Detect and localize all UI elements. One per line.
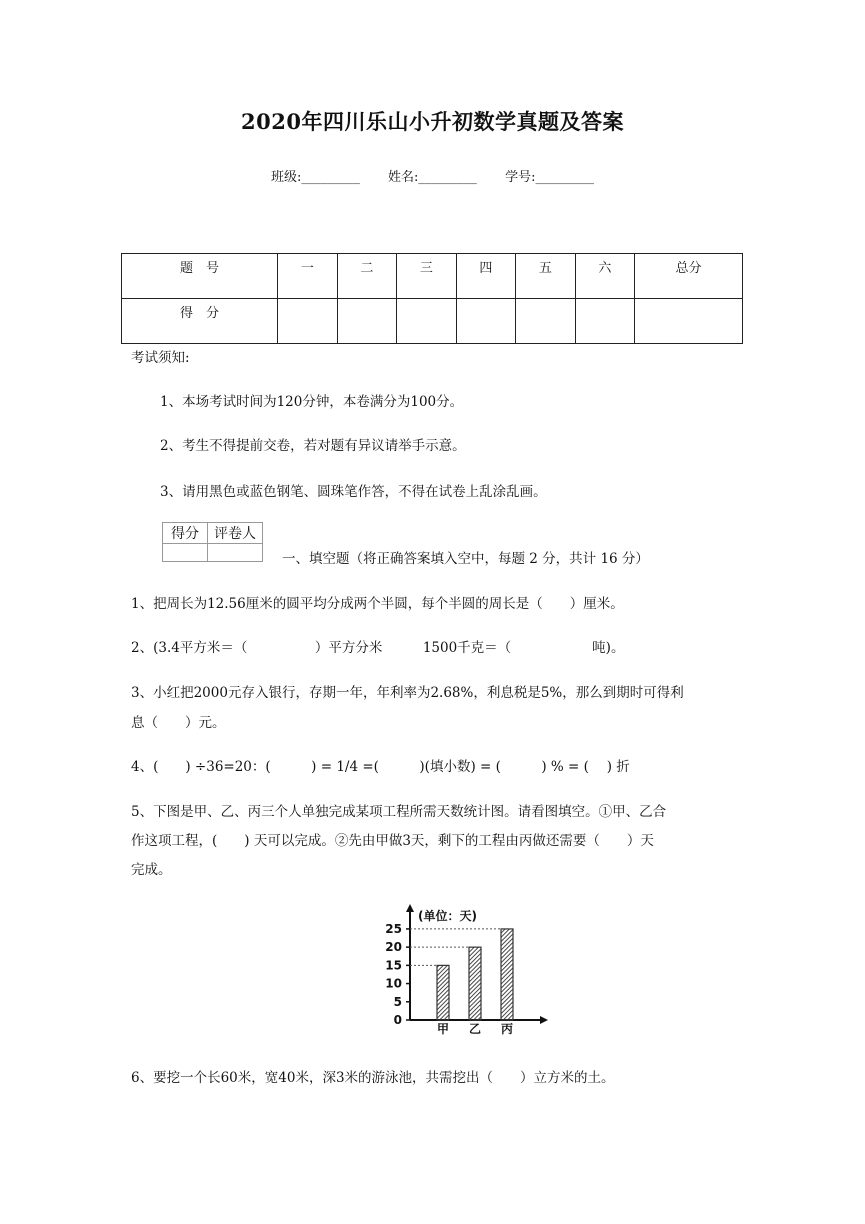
bar-甲 (437, 965, 449, 1020)
score-table-cell: 题 号 (122, 254, 278, 299)
score-table-header-row (122, 254, 743, 299)
score-table-cell: 四 (456, 254, 516, 299)
bar-乙 (469, 947, 481, 1020)
score-input-cell[interactable] (635, 299, 743, 344)
y-tick-label: 25 (385, 921, 402, 936)
notice-item: 1、本场考试时间为120分钟，本卷满分为100分。 (160, 394, 464, 410)
score-input-cell[interactable] (278, 299, 338, 344)
x-tick-label: 丙 (500, 1022, 514, 1036)
notice-item: 3、请用黑色或蓝色钢笔、圆珠笔作答，不得在试卷上乱涂乱画。 (160, 484, 547, 500)
score-input-cell[interactable] (456, 299, 516, 344)
question-3-line-1: 3、小红把2000元存入银行，存期一年，年利率为2.68%，利息税是5%，那么到期时可得利 (131, 685, 684, 701)
name-field[interactable]: 姓名:_________ (388, 170, 477, 185)
question-2: 2、(3.4平方米＝（ ）平方分米 1500千克＝（ 吨)。 (131, 640, 625, 656)
grader-name-label: 评卷人 (208, 523, 263, 544)
score-table-cell: 五 (516, 254, 576, 299)
question-5-line-1: 5、下图是甲、乙、丙三个人单独完成某项工程所需天数统计图。请看图填空。①甲、乙合 (131, 804, 667, 820)
score-table-score-row (122, 299, 743, 344)
question-3-line-2: 息（ ）元。 (131, 715, 226, 731)
question-1: 1、把周长为12.56厘米的圆平均分成两个半圆，每个半圆的周长是（ ）厘米。 (131, 596, 624, 612)
student-info (0, 166, 865, 185)
score-table (121, 253, 743, 344)
days-bar-chart (368, 900, 553, 1040)
score-input-cell[interactable] (337, 299, 397, 344)
grader-score-label: 得分 (163, 523, 208, 544)
y-tick-label: 15 (385, 958, 402, 973)
y-tick-label: 5 (393, 994, 402, 1009)
class-field[interactable]: 班级:_________ (271, 170, 360, 185)
score-row-label: 得 分 (122, 299, 278, 344)
x-tick-label: 乙 (468, 1022, 482, 1036)
y-tick-label: 0 (393, 1013, 402, 1027)
y-axis-arrow (406, 904, 414, 912)
score-input-cell[interactable] (575, 299, 635, 344)
score-table-cell: 二 (337, 254, 397, 299)
question-4: 4、( ) ÷36=20：( ) = 1/4 =( )(填小数) = ( ) % = ( ) 折 (131, 759, 630, 775)
score-table-cell: 三 (397, 254, 457, 299)
question-5-line-3: 完成。 (131, 862, 172, 878)
grader-name-cell[interactable] (208, 544, 263, 562)
x-axis-arrow (540, 1016, 548, 1024)
question-6: 6、要挖一个长60米，宽40米，深3米的游泳池，共需挖出（ ）立方米的土。 (131, 1070, 615, 1086)
student-id-field[interactable]: 学号:_________ (505, 170, 594, 185)
score-input-cell[interactable] (397, 299, 457, 344)
score-input-cell[interactable] (516, 299, 576, 344)
x-tick-label: 甲 (436, 1022, 450, 1036)
score-table-cell: 六 (575, 254, 635, 299)
grader-score-cell[interactable] (163, 544, 208, 562)
score-table-cell: 一 (278, 254, 338, 299)
bar-丙 (501, 929, 513, 1020)
notice-heading: 考试须知: (131, 350, 190, 366)
grader-box (162, 522, 263, 562)
question-5-line-2: 作这项工程，( ) 天可以完成。②先由甲做3天，剩下的工程由丙做还需要（ ）天 (131, 833, 654, 849)
y-tick-label: 20 (385, 940, 402, 955)
y-tick-label: 10 (385, 976, 402, 991)
section-heading: 一、填空题（将正确答案填入空中，每题 2 分，共计 16 分） (282, 551, 649, 567)
chart-title: (单位：天) (418, 909, 477, 923)
page-title: 2020年四川乐山小升初数学真题及答案 (241, 109, 624, 134)
score-table-cell: 总分 (635, 254, 743, 299)
notice-item: 2、考生不得提前交卷，若对题有异议请举手示意。 (160, 438, 466, 454)
